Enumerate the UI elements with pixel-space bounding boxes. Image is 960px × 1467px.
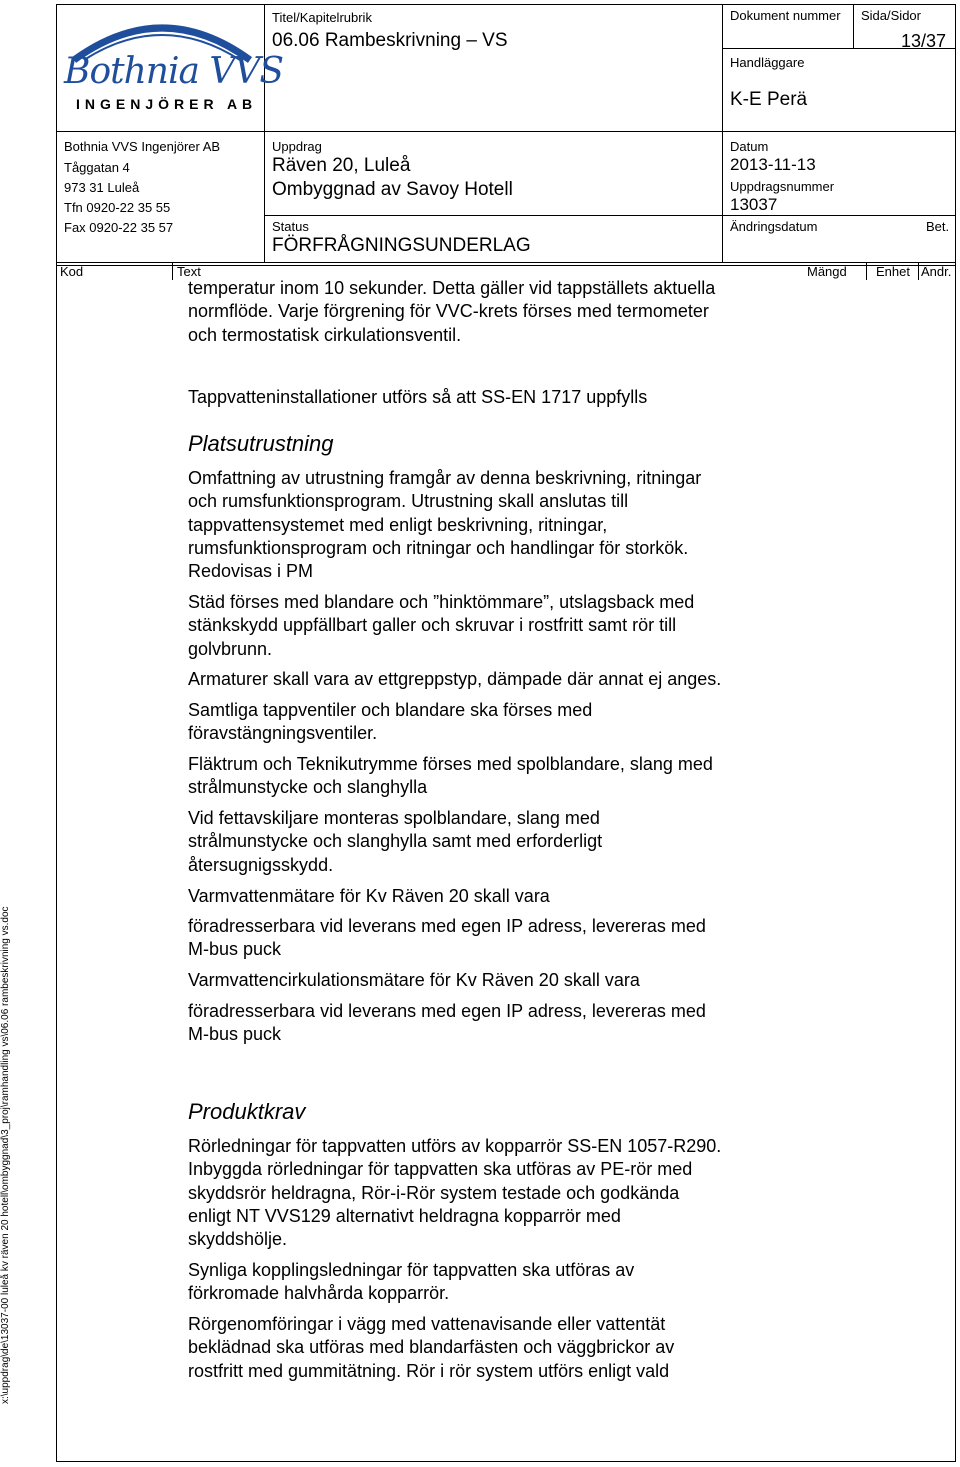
produktkrav-paragraph-1	[188, 1135, 848, 1251]
col-divider-kod	[172, 262, 173, 280]
col-divider-andr	[918, 262, 919, 280]
text-line: beklädnad ska utföras med blandarfästen och väggbrickor av	[188, 1337, 675, 1358]
title-value: 06.06 Rambeskrivning – VS	[272, 30, 508, 51]
column-text: Text	[177, 264, 201, 279]
company-logo	[62, 8, 284, 126]
date-value: 2013-11-13	[730, 155, 816, 174]
title-label: Titel/Kapitelrubrik	[272, 10, 372, 25]
text-line: förkromade halvhårda kopparrör.	[188, 1283, 450, 1304]
assignment-number-value: 13037	[730, 195, 778, 214]
header-bottom-rule	[56, 262, 956, 263]
platsutrustning-paragraph-10	[188, 1000, 848, 1047]
status-value: FÖRFRÅGNINGSUNDERLAG	[272, 235, 531, 256]
column-enhet: Enhet	[876, 264, 910, 279]
text-line: Varmvattenmätare för Kv Räven 20 skall vara	[188, 886, 550, 906]
text-line: skyddshölje.	[188, 1229, 288, 1250]
text-line: Inbyggda rörledningar för tappvatten ska utföras av PE-rör med	[188, 1159, 693, 1180]
intro-line: normflöde. Varje förgrening för VVC-krets förses med termometer	[188, 301, 709, 322]
text-line: rostfritt med gummitätning. Rör i rör system utförs enligt vald	[188, 1360, 670, 1381]
text-line: Rörledningar för tappvatten utförs av kopparrör SS-EN 1057-R290.	[188, 1136, 722, 1156]
status-label: Status	[272, 219, 309, 234]
bet-label: Bet.	[926, 219, 950, 234]
platsutrustning-paragraph-5	[188, 753, 848, 800]
header-col-divider-1	[264, 4, 265, 262]
text-line: återsugnigsskydd.	[188, 854, 334, 875]
page-label: Sida/Sidor	[861, 8, 921, 23]
text-line: tappvattensystemet med enligt beskrivning, ritningar,	[188, 514, 608, 535]
company-city: 973 31 Luleå	[64, 180, 140, 195]
text-line: föradresserbara vid leverans med egen IP adress, levereras med	[188, 916, 706, 936]
text-line: Samtliga tappventiler och blandare ska förses med	[188, 700, 593, 720]
intro-paragraph	[188, 277, 848, 347]
text-line: skyddsrör heldragna, Rör-i-Rör system testade och godkända	[188, 1182, 680, 1203]
column-mangd: Mängd	[807, 264, 847, 279]
text-line: Synliga kopplingsledningar för tappvatten ska utföras av	[188, 1260, 635, 1280]
heading-produktkrav: Produktkrav	[188, 1099, 306, 1124]
text-line: föradresserbara vid leverans med egen IP adress, levereras med	[188, 1001, 706, 1021]
text-line: M-bus puck	[188, 1024, 282, 1045]
intro-line: och termostatisk cirkulationsventil.	[188, 324, 462, 345]
platsutrustning-paragraph-4	[188, 699, 848, 746]
assignment-number-label: Uppdragsnummer	[730, 179, 835, 194]
platsutrustning-paragraph-8	[188, 915, 848, 962]
platsutrustning-paragraph-7	[188, 885, 848, 908]
text-line: och rumsfunktionsprogram. Utrustning skall anslutas till	[188, 491, 629, 512]
text-line: Rörgenomföringar i vägg med vattenavisande eller vattentät	[188, 1314, 666, 1334]
docnum-label: Dokument nummer	[730, 8, 841, 23]
text-line: strålmunstycke och slanghylla	[188, 777, 428, 798]
heading-platsutrustning: Platsutrustning	[188, 431, 334, 456]
company-street: Tåggatan 4	[64, 160, 130, 175]
text-line: föravstängningsventiler.	[188, 723, 378, 744]
ss-en-line: Tappvatteninstallationer utförs så att SS-EN 1717 uppfylls	[188, 387, 648, 407]
text-line: Varmvattencirkulationsmätare för Kv Räven 20 skall vara	[188, 970, 640, 990]
platsutrustning-paragraph-1	[188, 467, 848, 583]
text-line: Fläktrum och Teknikutrymme förses med spolblandare, slang med	[188, 754, 713, 774]
column-kod: Kod	[60, 264, 84, 279]
date-label: Datum	[730, 139, 769, 154]
text-line: M-bus puck	[188, 939, 282, 960]
platsutrustning-paragraph-3	[188, 668, 848, 691]
page-value: 13/37	[901, 31, 947, 51]
text-line: strålmunstycke och slanghylla samt med erforderligt	[188, 831, 603, 852]
platsutrustning-paragraph-2	[188, 591, 848, 661]
text-line: Vid fettavskiljare monteras spolblandare, slang med	[188, 808, 600, 828]
text-line: stänkskydd uppfällbart galler och skruvar i rostfritt samt rör till	[188, 615, 677, 636]
assignment-line-1: Räven 20, Luleå	[272, 155, 411, 176]
header-divider	[56, 131, 956, 132]
text-line: golvbrunn.	[188, 638, 273, 659]
platsutrustning-paragraph-9	[188, 969, 848, 992]
column-andr: Ändr.	[921, 264, 952, 279]
logo-subtext: INGENJÖRER AB	[76, 96, 258, 112]
text-line: Städ förses med blandare och ”hinktömmare”, utslagsback med	[188, 592, 695, 612]
logo-text: Bothnia VVS	[64, 51, 284, 92]
produktkrav-paragraph-3	[188, 1313, 848, 1383]
file-path-margin: x:\uppdrag\de\13037-00 luleå kv räven 20 hotell\ombyggnad\3_proj\ramhandling vs\06.06 rambeskrivning vs.doc	[0, 906, 11, 1404]
company-fax: Fax 0920-22 35 57	[64, 220, 174, 235]
company-name: Bothnia VVS Ingenjörer AB	[64, 139, 221, 154]
handler-value: K-E Perä	[730, 89, 808, 110]
platsutrustning-paragraph-6	[188, 807, 848, 877]
header-status-rule	[264, 215, 722, 216]
assignment-label: Uppdrag	[272, 139, 322, 154]
text-line: rumsfunktionsprogram och ritningar och handlingar för storkök.	[188, 537, 689, 558]
handler-label: Handläggare	[730, 55, 805, 70]
text-line: Redovisas i PM	[188, 561, 314, 582]
text-line: Armaturer skall vara av ettgreppstyp, dämpade där annat ej anges.	[188, 669, 722, 689]
col-divider-enhet	[866, 262, 867, 280]
company-phone: Tfn 0920-22 35 55	[64, 200, 171, 215]
header-col-divider-3	[853, 4, 854, 48]
intro-line: temperatur inom 10 sekunder. Detta gäller vid tappställets aktuella	[188, 278, 716, 298]
assignment-line-2: Ombyggnad av Savoy Hotell	[272, 179, 513, 200]
text-line: enligt NT VVS129 alternativt heldragna kopparrör med	[188, 1205, 621, 1226]
header-col-divider-2	[722, 4, 723, 262]
produktkrav-paragraph-2	[188, 1259, 848, 1306]
change-date-label: Ändringsdatum	[730, 219, 818, 234]
text-line: Omfattning av utrustning framgår av denna beskrivning, ritningar	[188, 468, 702, 488]
